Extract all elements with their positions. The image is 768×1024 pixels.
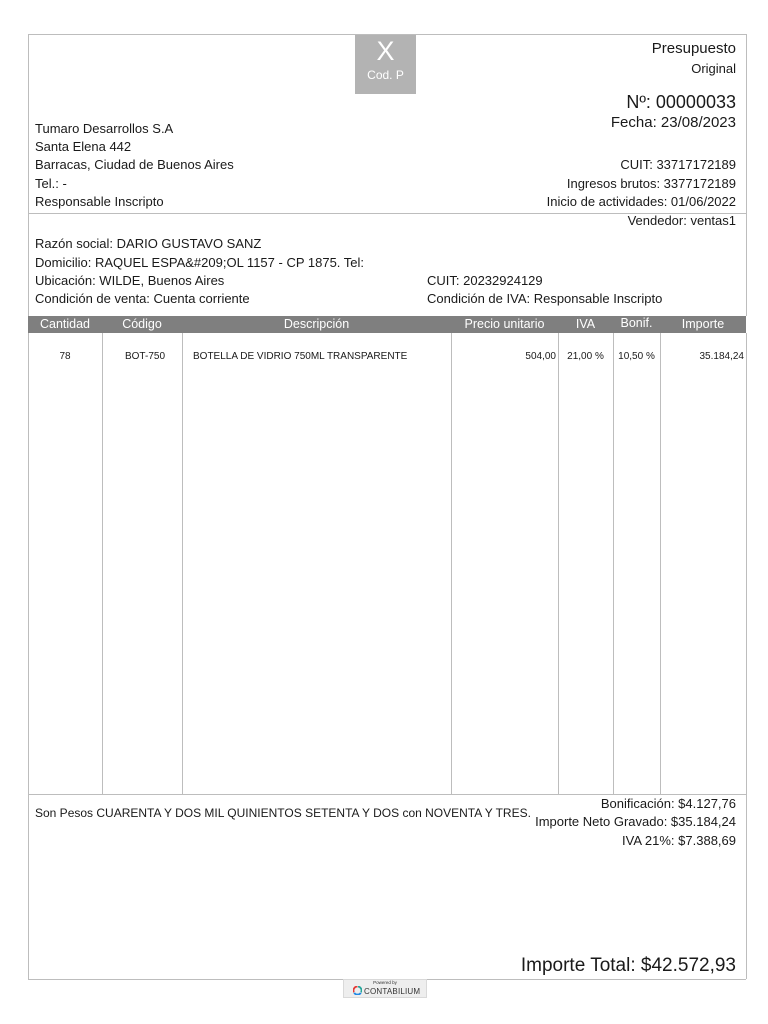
client-sale-condition: Condición de venta: Cuenta corriente — [35, 291, 250, 306]
column-header-quantity: Cantidad — [39, 317, 91, 331]
table-col-divider — [451, 333, 452, 794]
amount-in-words: Son Pesos CUARENTA Y DOS MIL QUINIENTOS SETENTA Y DOS con NOVENTA Y TRES. — [35, 806, 531, 820]
table-col-divider — [558, 333, 559, 794]
total-discount: Bonificación: $4.127,76 — [600, 796, 736, 811]
issuer-activity-start: Inicio de actividades: 01/06/2022 — [546, 194, 736, 209]
table-col-divider — [182, 333, 183, 794]
document-type: Presupuesto — [651, 40, 736, 57]
table-col-divider — [102, 333, 103, 794]
footer-right-border — [746, 794, 747, 979]
client-vat-condition: Condición de IVA: Responsable Inscripto — [427, 291, 663, 306]
column-header-code: Código — [122, 317, 162, 331]
vat-amount: IVA 21%: $7.388,69 — [622, 833, 736, 848]
contabilium-brand: CONTABILIUM — [364, 987, 421, 996]
issuer-cuit: CUIT: 33717172189 — [620, 157, 736, 172]
right-border-top — [746, 34, 747, 316]
issuer-gross-income: Ingresos brutos: 3377172189 — [566, 176, 736, 191]
contabilium-logo-icon — [353, 986, 362, 995]
table-bottom-border — [28, 794, 746, 795]
table-right-border — [746, 333, 747, 794]
document-code-label: Cod. P — [367, 68, 404, 82]
powered-by-badge — [343, 979, 427, 998]
table-col-divider — [613, 333, 614, 794]
issuer-name: Tumaro Desarrollos S.A — [35, 121, 174, 136]
document-code-letter: X — [376, 36, 395, 66]
copy-label: Original — [691, 61, 736, 76]
cell-vat: 21,00 % — [567, 351, 604, 362]
client-address: Domicilio: RAQUEL ESPA&#209;OL 1157 - CP 1875. Tel: — [35, 255, 365, 270]
powered-by-label: Powered by — [373, 980, 397, 985]
issuer-address: Santa Elena 442 — [35, 139, 132, 154]
table-col-divider — [660, 333, 661, 794]
client-business-name: Razón social: DARIO GUSTAVO SANZ — [35, 236, 262, 251]
cell-description: BOTELLA DE VIDRIO 750ML TRANSPARENTE — [193, 351, 408, 362]
cell-discount: 10,50 % — [618, 351, 655, 362]
cell-unit-price: 504,00 — [525, 351, 556, 362]
column-header-vat: IVA — [575, 317, 596, 331]
client-cuit: CUIT: 20232924129 — [427, 273, 543, 288]
seller: Vendedor: ventas1 — [627, 213, 736, 228]
document-code-box — [355, 35, 416, 94]
top-border-left — [28, 34, 295, 35]
column-header-discount: Bonif. — [620, 316, 653, 330]
column-header-description: Descripción — [283, 317, 350, 331]
document-number: Nº: 00000033 — [626, 92, 736, 112]
cell-amount: 35.184,24 — [699, 351, 744, 362]
issuer-phone: Tel.: - — [35, 176, 67, 191]
column-header-amount: Importe — [681, 317, 725, 331]
column-header-unit-price: Precio unitario — [464, 317, 545, 331]
left-border-top — [28, 34, 29, 316]
table-left-border — [28, 333, 29, 794]
client-location: Ubicación: WILDE, Buenos Aires — [35, 273, 225, 288]
cell-code: BOT-750 — [124, 351, 166, 362]
net-taxed-amount: Importe Neto Gravado: $35.184,24 — [535, 814, 736, 829]
footer-left-border — [28, 794, 29, 979]
grand-total: Importe Total: $42.572,93 — [520, 955, 736, 976]
document-date: Fecha: 23/08/2023 — [610, 114, 736, 131]
issuer-city: Barracas, Ciudad de Buenos Aires — [35, 157, 234, 172]
issuer-tax-condition: Responsable Inscripto — [35, 194, 164, 209]
cell-quantity: 78 — [59, 351, 71, 362]
